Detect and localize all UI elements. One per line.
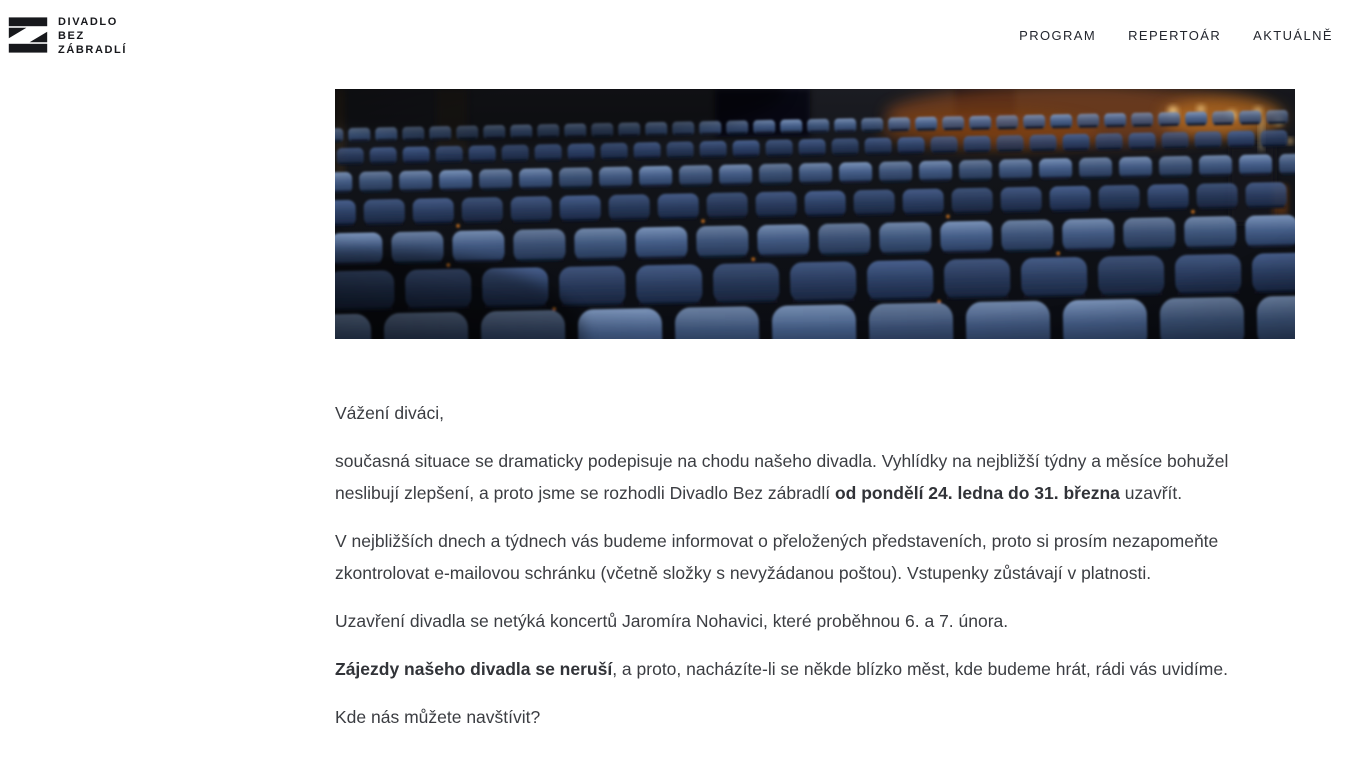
paragraph-closure [335,445,1295,509]
content-column [335,89,1295,733]
logo-line-3: ZÁBRADLÍ [58,44,128,56]
nav-item-program[interactable]: PROGRAM [1019,28,1097,43]
article-body [335,397,1295,733]
main-nav [1019,28,1333,43]
text-segment: Vážení diváci, [335,403,444,423]
nav-item-repertoar[interactable]: REPERTOÁR [1128,28,1222,43]
text-segment: Uzavření divadla se netýká koncertů Jaromíra Nohavici, které proběhnou 6. a 7. února. [335,611,1009,631]
text-segment: Kde nás můžete navštívit? [335,707,541,727]
logo-wordmark [58,13,127,57]
logo-line-1: DIVADLO [58,16,118,28]
logo-z-mark-icon [8,13,48,57]
paragraph-question [335,701,1295,733]
hero-image-auditorium [335,89,1295,339]
logo-link[interactable] [8,13,127,57]
paragraph-info [335,525,1295,589]
text-segment: současná situace se dramaticky podepisuje na chodu našeho divadla. Vyhlídky na nejbližší týdny a měsíce bohužel neslibují zlepšení, a proto jsme se rozhodli Divadlo Bez zábradlí [335,451,1229,503]
paragraph-greeting [335,397,1295,429]
tours-bold: Zájezdy našeho divadla se neruší [335,659,613,679]
paragraph-concerts [335,605,1295,637]
auditorium-seats-illustration [335,89,1295,339]
text-segment: , a proto, nacházíte-li se někde blízko měst, kde budeme hrát, rádi vás uvidíme. [612,659,1228,679]
logo-line-2: BEZ [58,30,85,42]
closure-dates-bold: od pondělí 24. ledna do 31. března [834,483,1120,503]
text-segment: uzavřít. [1119,483,1183,503]
nav-item-aktualne[interactable]: AKTUÁLNĚ [1253,28,1333,43]
site-header [0,0,1349,80]
paragraph-tours [335,653,1295,685]
text-segment: V nejbližších dnech a týdnech vás budeme informovat o přeložených představeních, proto si prosím nezapomeňte zkontrolovat e-mailovou schránku (včetně složky s nevyžádanou poštou). Vstupenky zůstávají v platnosti. [335,531,1219,583]
